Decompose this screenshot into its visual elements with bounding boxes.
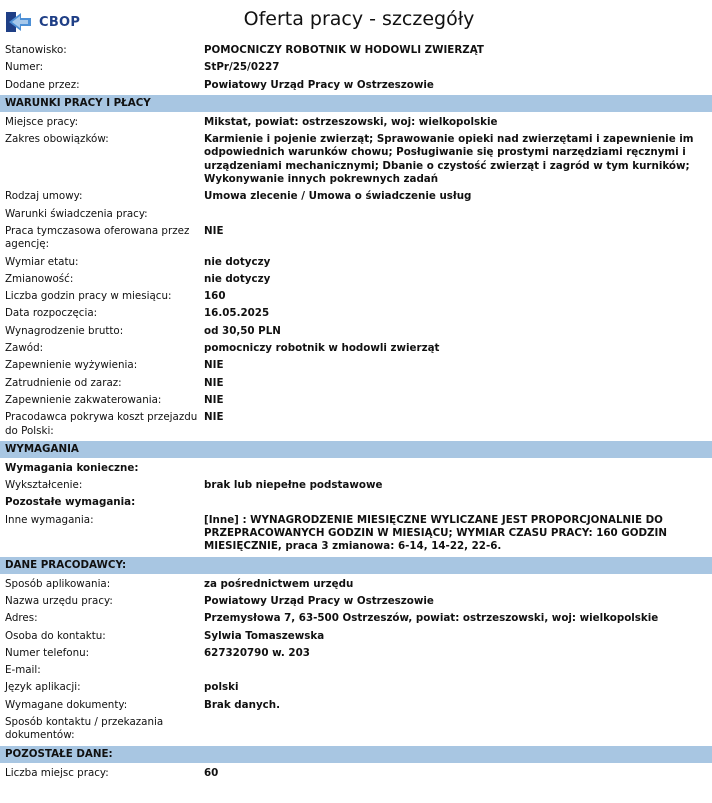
detail-row: [0, 271, 712, 288]
detail-row: [0, 512, 712, 556]
row-label: Zawód:: [5, 342, 44, 355]
detail-row: [0, 392, 712, 409]
row-label: E-mail:: [5, 664, 41, 677]
detail-row: [0, 662, 712, 679]
row-label: Stanowisko:: [5, 44, 67, 56]
detail-row: [0, 188, 712, 205]
row-label: Miejsce pracy:: [5, 115, 79, 128]
row-value: brak lub niepełne podstawowe: [204, 479, 383, 492]
detail-row: [0, 765, 712, 782]
row-value: polski: [204, 681, 239, 694]
row-label: Liczba godzin pracy w miesiącu:: [5, 290, 172, 303]
row-label: Język aplikacji:: [5, 681, 81, 694]
detail-row: [0, 42, 712, 59]
wymagania-pozostale-label: Pozostałe wymagania:: [5, 496, 136, 509]
row-value: Powiatowy Urząd Pracy w Ostrzeszowie: [204, 78, 434, 91]
row-label: Liczba miejsc pracy:: [5, 766, 109, 779]
row-value: 627320790 w. 203: [204, 646, 310, 659]
row-value: Karmienie i pojenie zwierząt; Sprawowanie opieki nad zwierzętami i zapewnienie im odpowiednich warunków chowu; Posługiwanie się prostymi narzędziami ręcznymi i urządzeniami mechanicznymi; Dbanie o czystość zwierząt i zagród w tym kurników; Wykonywanie innych pokrewnych zadań: [204, 133, 694, 186]
row-value: POMOCNICZY ROBOTNIK W HODOWLI ZWIERZĄT: [204, 44, 484, 56]
row-label: Wykształcenie:: [5, 479, 83, 492]
detail-row: [0, 206, 712, 223]
detail-row: [0, 254, 712, 271]
row-label: Praca tymczasowa oferowana przez agencję:: [5, 224, 190, 251]
row-label: Numer:: [5, 61, 44, 74]
detail-row: [0, 628, 712, 645]
top-rows: [0, 42, 712, 94]
row-value: za pośrednictwem urzędu: [204, 577, 354, 590]
row-value: 160: [204, 290, 226, 303]
row-value: nie dotyczy: [204, 272, 271, 285]
row-label: Sposób aplikowania:: [5, 577, 111, 590]
section-pozostale: POZOSTAŁE DANE:: [0, 746, 712, 763]
section-wymagania: WYMAGANIA: [0, 441, 712, 458]
section-pracodawca: DANE PRACODAWCY:: [0, 557, 712, 574]
logo-text: CBOP: [39, 14, 81, 30]
row-label: Wynagrodzenie brutto:: [5, 324, 124, 337]
detail-row: [0, 223, 712, 254]
detail-row: [0, 59, 712, 76]
row-label: Wymagane dokumenty:: [5, 698, 128, 711]
row-value: StPr/25/0227: [204, 61, 280, 74]
detail-row: [0, 323, 712, 340]
detail-row: [0, 131, 712, 188]
detail-row: [0, 679, 712, 696]
offer-details: [0, 42, 712, 782]
page-header: [0, 0, 712, 42]
detail-row: [0, 357, 712, 374]
row-label: Zapewnienie wyżywienia:: [5, 359, 138, 372]
row-value: NIE: [204, 393, 224, 406]
row-label: Inne wymagania:: [5, 513, 94, 526]
row-value: pomocniczy robotnik w hodowli zwierząt: [204, 342, 440, 355]
row-label: Nazwa urzędu pracy:: [5, 594, 113, 607]
row-value: [Inne] : WYNAGRODZENIE MIESIĘCZNE WYLICZANE JEST PROPORCJONALNIE DO PRZEPRACOWANYCH GODZIN W MIESIĄCU; WYMIAR CZASU PRACY: 160 GODZIN MIESIĘCZNIE, praca 3 zmianowa: 6-14, 14-22, 22-6.: [204, 513, 667, 553]
row-label: Rodzaj umowy:: [5, 190, 83, 203]
row-value: Przemysłowa 7, 63-500 Ostrzeszów, powiat: ostrzeszowski, woj: wielkopolskie: [204, 612, 659, 625]
warunki-rows: [0, 114, 712, 440]
row-label: Zatrudnienie od zaraz:: [5, 376, 122, 389]
row-label: Pracodawca pokrywa koszt przejazdu do Polski:: [5, 411, 198, 437]
row-value: Powiatowy Urząd Pracy w Ostrzeszowie: [204, 594, 434, 607]
detail-row: [0, 477, 712, 494]
pozostale-rows: [0, 765, 712, 782]
detail-row: [0, 114, 712, 131]
row-label: Osoba do kontaktu:: [5, 629, 106, 642]
row-value: Sylwia Tomaszewska: [204, 629, 325, 642]
detail-row: [0, 645, 712, 662]
row-label: Adres:: [5, 612, 38, 625]
row-value: od 30,50 PLN: [204, 324, 281, 337]
row-value: Mikstat, powiat: ostrzeszowski, woj: wielkopolskie: [204, 115, 498, 128]
row-label: Wymiar etatu:: [5, 255, 79, 268]
detail-row: [0, 576, 712, 593]
row-value: NIE: [204, 224, 224, 237]
detail-row: [0, 697, 712, 714]
row-label: Dodane przez:: [5, 78, 80, 91]
pracodawca-rows: [0, 576, 712, 745]
row-label: Numer telefonu:: [5, 646, 90, 659]
row-label: Zakres obowiązków:: [5, 133, 109, 146]
row-label: Zapewnienie zakwaterowania:: [5, 393, 162, 406]
page-title: Oferta pracy - szczegóły: [243, 8, 475, 30]
row-value: nie dotyczy: [204, 255, 271, 268]
detail-row: [0, 288, 712, 305]
detail-row: [0, 593, 712, 610]
section-warunki: WARUNKI PRACY I PŁACY: [0, 95, 712, 112]
row-value: NIE: [204, 376, 224, 389]
row-value: NIE: [204, 411, 224, 424]
row-label: Warunki świadczenia pracy:: [5, 207, 148, 220]
row-label: Sposób kontaktu / przekazania dokumentów:: [5, 715, 164, 742]
detail-row: [0, 714, 712, 745]
detail-row: [0, 409, 712, 440]
detail-row: [0, 610, 712, 627]
detail-row: [0, 77, 712, 94]
detail-row: [0, 340, 712, 357]
detail-row: [0, 375, 712, 392]
detail-row: [0, 305, 712, 322]
row-value: Brak danych.: [204, 698, 281, 711]
row-value: 16.05.2025: [204, 307, 270, 320]
row-value: 60: [204, 766, 219, 779]
row-value: Umowa zlecenie / Umowa o świadczenie usług: [204, 190, 472, 203]
row-label: Zmianowość:: [5, 272, 74, 285]
wymagania-konieczne-label: Wymagania konieczne:: [5, 461, 139, 474]
row-value: NIE: [204, 359, 224, 372]
row-label: Data rozpoczęcia:: [5, 307, 98, 320]
